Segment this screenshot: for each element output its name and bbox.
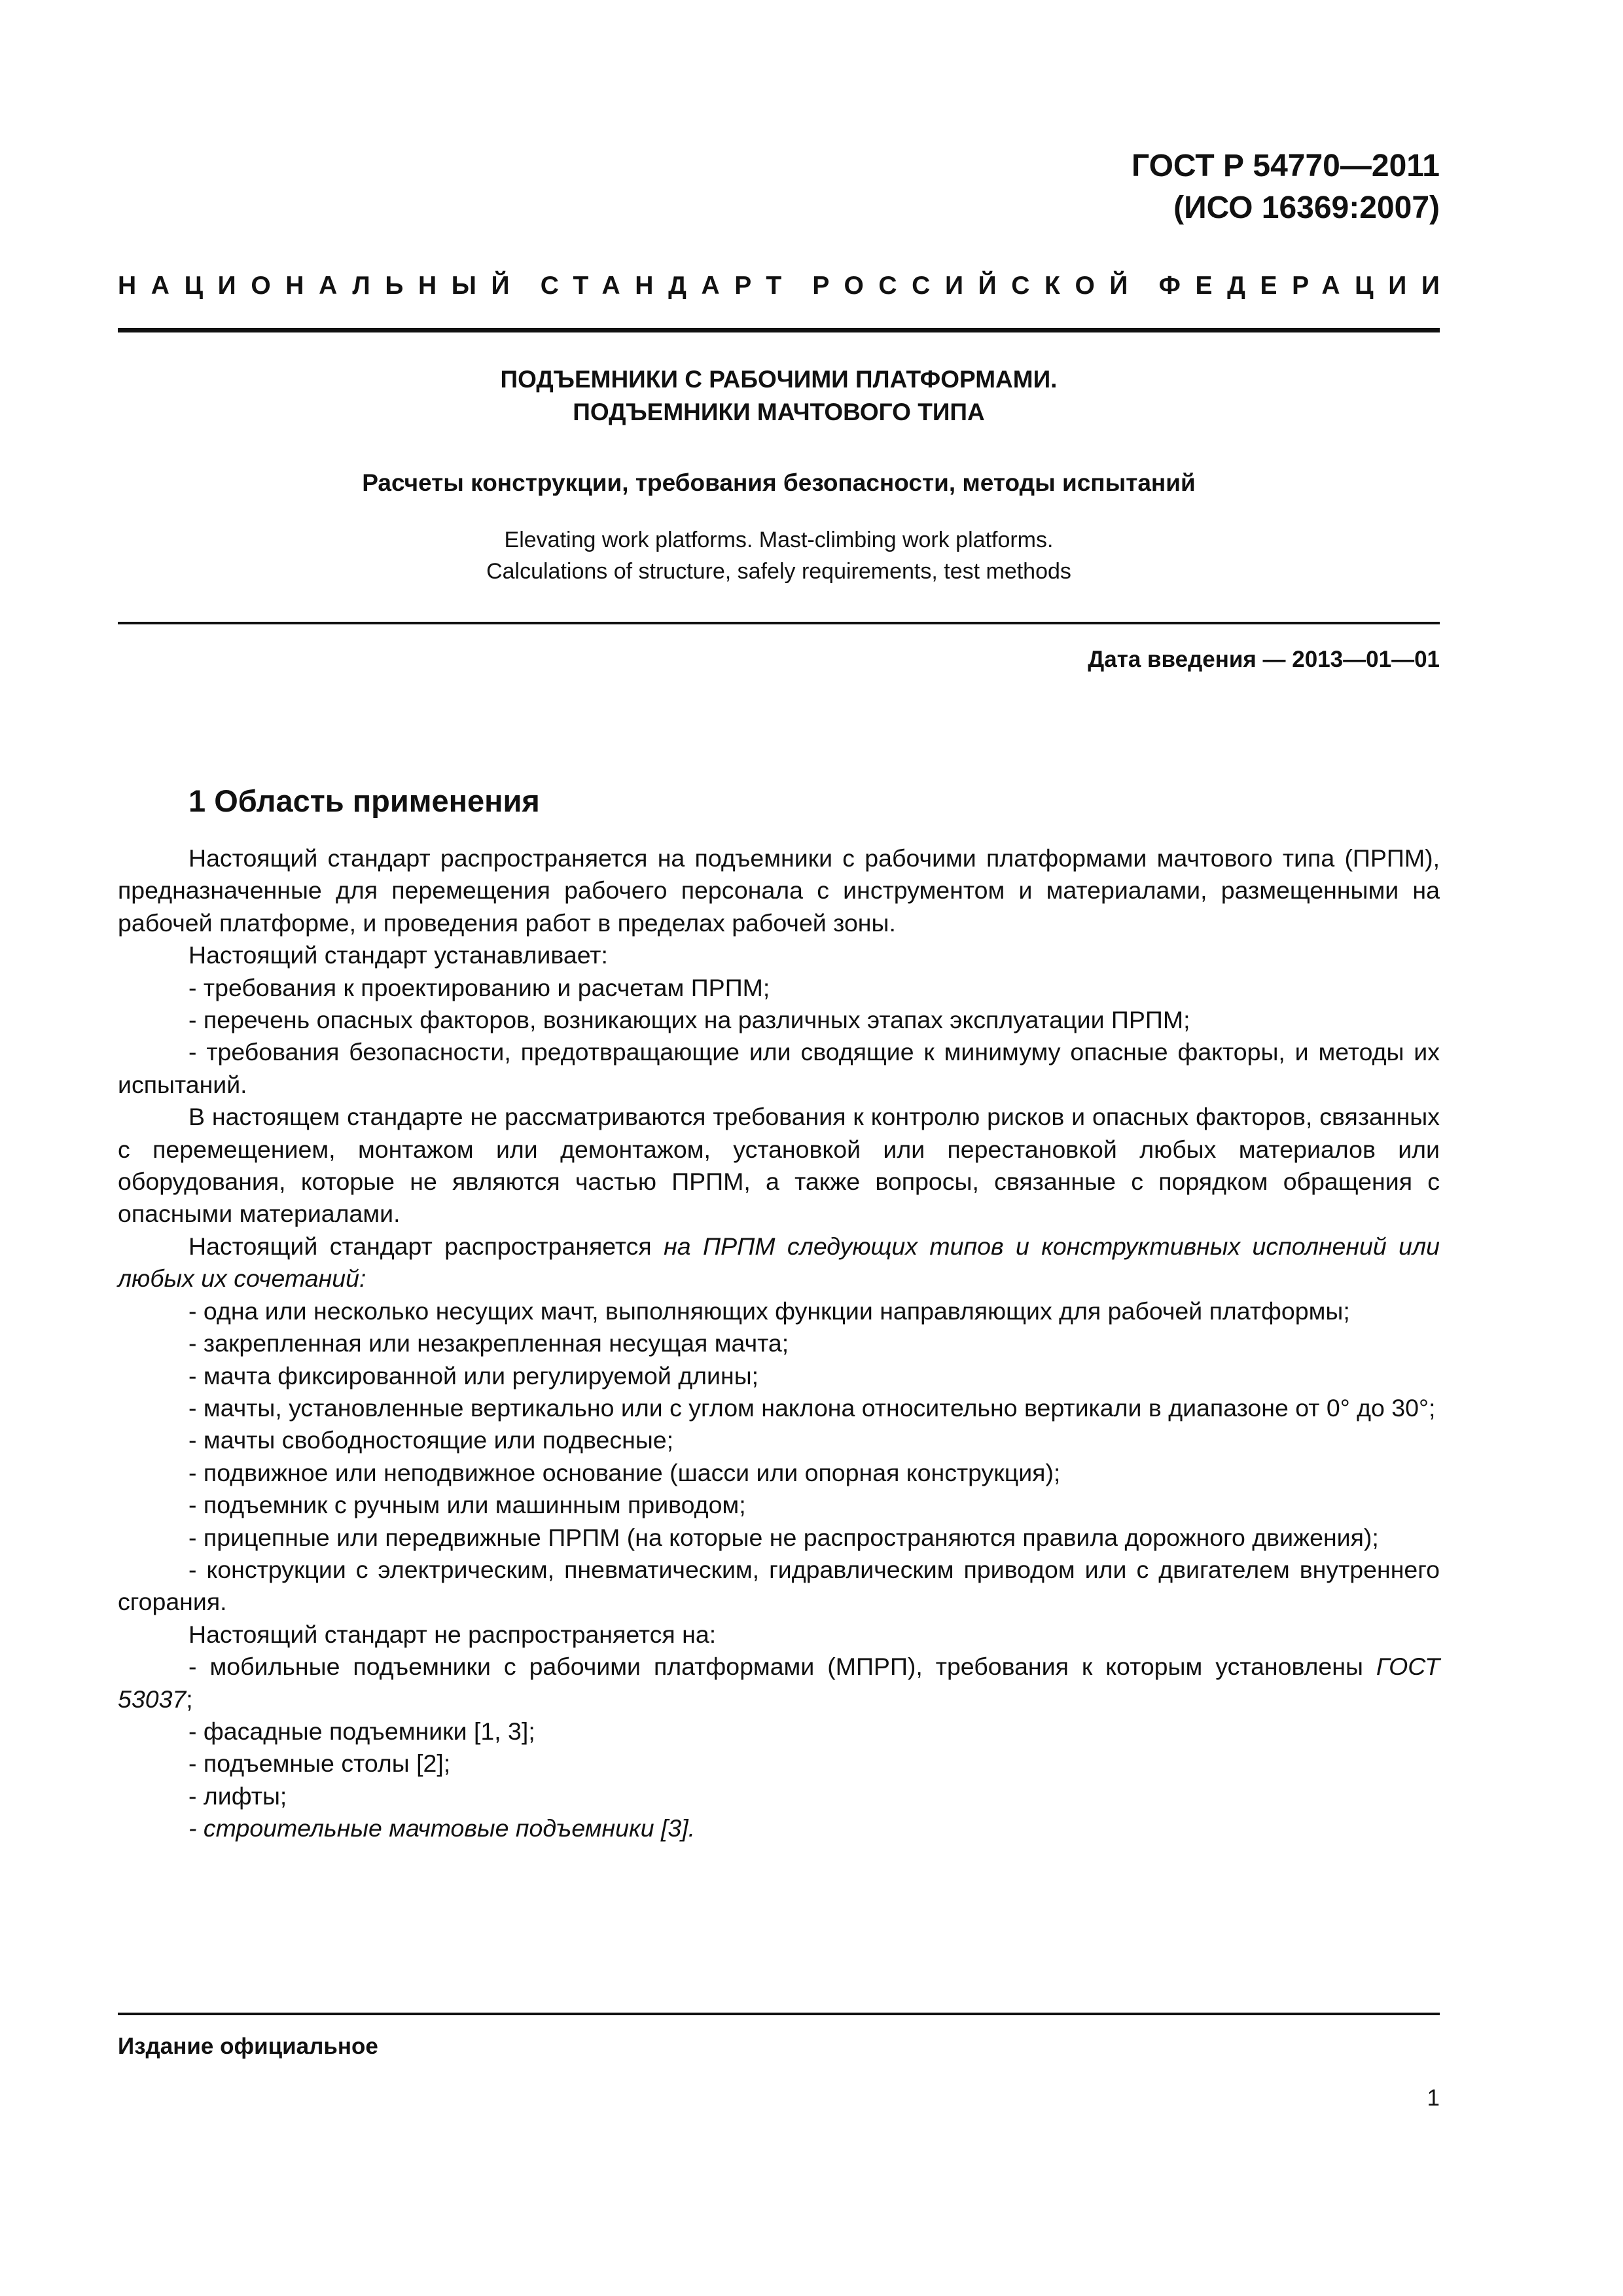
- paragraph: Настоящий стандарт распространяется на подъемники с рабочими платформами мачтового типа (ПРПМ), предназначенные для перемещения рабочего персонала с инструментом и материалами, размещенными на рабочей платформе, и проведения работ в пределах рабочей зоны.: [118, 844, 1440, 937]
- mprp-text: - мобильные подъемники с рабочими платформами (МПРП), требования к которым установлены: [188, 1653, 1376, 1681]
- title-main-line-2: ПОДЪЕМНИКИ МАЧТОВОГО ТИПА: [573, 399, 985, 425]
- page-number: 1: [1427, 2085, 1440, 2111]
- banner-word-2: СТАНДАРТ: [540, 272, 796, 300]
- title-divider: [118, 622, 1440, 624]
- header-divider: [118, 328, 1440, 332]
- types-intro-italic: на ПРПМ следующих типов и конструктивных исполнений или любых их сочетаний:: [118, 1232, 1440, 1293]
- gost-reference: ГОСТ 53037: [118, 1653, 1440, 1713]
- list-item: - прицепные или передвижные ПРПМ (на которые не распространяются правила дорожного движения);: [188, 1523, 1379, 1551]
- standard-code: [1132, 145, 1440, 229]
- title-block: [118, 363, 1440, 587]
- banner-word-1: НАЦИОНАЛЬНЫЙ: [118, 272, 525, 300]
- paragraph-types-intro: [118, 1230, 1440, 1295]
- banner-word-4: ФЕДЕРАЦИИ: [1158, 272, 1455, 300]
- title-subtitle: Расчеты конструкции, требования безопасности, методы испытаний: [362, 469, 1196, 496]
- title-main-line-1: ПОДЪЕМНИКИ С РАБОЧИМИ ПЛАТФОРМАМИ.: [500, 366, 1058, 393]
- title-english-line-2: Calculations of structure, safely requirements, test methods: [486, 559, 1071, 584]
- list-item: - мачта фиксированной или регулируемой длины;: [188, 1361, 759, 1390]
- list-item: - требования к проектированию и расчетам ПРПМ;: [188, 973, 770, 1001]
- list-item-italic: - строительные мачтовые подъемники [3].: [188, 1814, 696, 1842]
- list-item: - подвижное или неподвижное основание (шасси или опорная конструкция);: [188, 1458, 1061, 1486]
- national-standard-banner: [118, 272, 1455, 300]
- types-intro-text: Настоящий стандарт распространяется: [188, 1232, 664, 1260]
- banner-word-3: РОССИЙСКОЙ: [812, 272, 1143, 300]
- title-english-line-1: Elevating work platforms. Mast-climbing work platforms.: [504, 528, 1054, 552]
- title-main: [118, 363, 1440, 429]
- document-page: [118, 0, 1455, 2296]
- list-item: - конструкции с электрическим, пневматическим, гидравлическим приводом или с двигателем внутреннего сгорания.: [118, 1555, 1440, 1616]
- paragraph: В настоящем стандарте не рассматриваются требования к контролю рисков и опасных факторов, связанных с перемещением, монтажом или демонтажом, установкой или перестановкой любых материалов или оборудования, которые не являются частью ПРПМ, а также вопросы, связанные с порядком обращения с опасными материалами.: [118, 1103, 1440, 1228]
- paragraph: Настоящий стандарт устанавливает:: [188, 941, 608, 969]
- list-item: - подъемные столы [2];: [188, 1749, 451, 1778]
- list-item: - перечень опасных факторов, возникающих на различных этапах эксплуатации ПРПМ;: [188, 1006, 1190, 1034]
- mprp-end: ;: [186, 1685, 193, 1713]
- section-heading: 1 Область применения: [188, 783, 540, 818]
- standard-code-gost: ГОСТ Р 54770—2011: [1132, 149, 1440, 183]
- list-item-mprp: [118, 1651, 1440, 1715]
- list-item: - закрепленная или незакрепленная несущая мачта;: [188, 1329, 789, 1357]
- list-item: - лифты;: [188, 1782, 287, 1810]
- standard-code-iso: (ИСО 16369:2007): [1173, 190, 1440, 225]
- introduction-date: Дата введения — 2013—01—01: [1088, 647, 1440, 672]
- list-item: - мачты свободностоящие или подвесные;: [188, 1426, 674, 1454]
- section-body: [118, 842, 1440, 1845]
- list-item: - мачты, установленные вертикально или с углом наклона относительно вертикали в диапазоне от 0° до 30°;: [188, 1393, 1436, 1422]
- list-item: - одна или несколько несущих мачт, выполняющих функции направляющих для рабочей платформы;: [188, 1297, 1350, 1325]
- title-english: [118, 524, 1440, 587]
- list-item: - требования безопасности, предотвращающие или сводящие к минимуму опасные факторы, и методы их испытаний.: [118, 1038, 1440, 1098]
- footer-divider: [118, 2013, 1440, 2015]
- list-item: - фасадные подъемники [1, 3];: [188, 1717, 535, 1745]
- official-edition-label: Издание официальное: [118, 2034, 378, 2059]
- paragraph-exclusions-intro: Настоящий стандарт не распространяется на:: [188, 1620, 717, 1648]
- list-item: - подъемник с ручным или машинным приводом;: [188, 1491, 746, 1519]
